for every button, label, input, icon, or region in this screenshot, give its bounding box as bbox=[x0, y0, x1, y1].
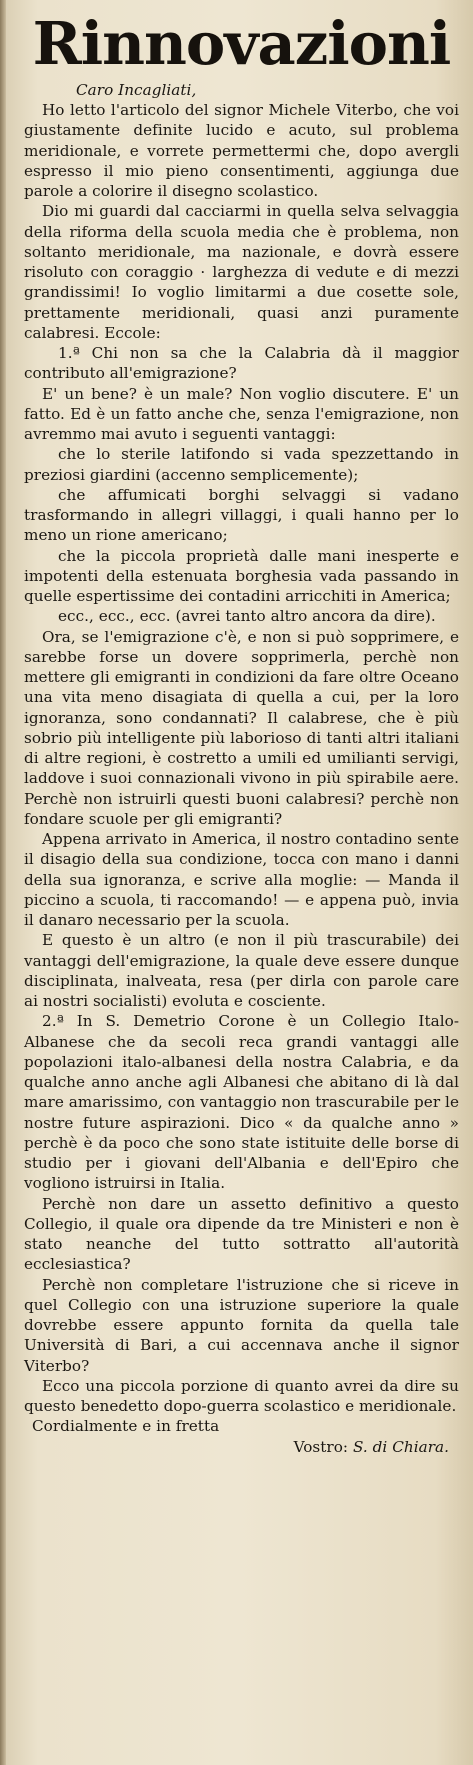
signature-name: S. di Chiara. bbox=[352, 1437, 449, 1456]
paragraph: Ecco una piccola porzione di quanto avrei da dire su questo benedetto dopo-guerra scolastico e meridionale. bbox=[24, 1376, 459, 1415]
paragraph: che lo sterile latifondo si vada spezzettando in preziosi giardini (accenno semplicemente); bbox=[24, 445, 459, 484]
paragraph: Dio mi guardi dal cacciarmi in quella selva selvaggia della riforma della scuola media che è problema, non soltanto meridionale, ma nazionale, e dovrà essere risoluto con coraggio · larghezza di vedute e di mezzi grandissimi! Io voglio limitarmi a due cosette sole, prettamente meridionali, quasi anzi puramente calabresi. Eccole: bbox=[24, 202, 459, 342]
signature-prefix: Vostro: bbox=[293, 1437, 349, 1456]
closing: Cordialmente e in fretta bbox=[32, 1417, 220, 1436]
paragraph: Perchè non dare un assetto definitivo a questo Collegio, il quale ora dipende da tre Ministeri e non è stato neanche del tutto sottratto all'autorità ecclesiastica? bbox=[24, 1194, 459, 1274]
greeting: Caro Incagliati, bbox=[76, 81, 197, 99]
article-body bbox=[24, 80, 459, 1457]
paragraph: che la piccola proprietà dalle mani inesperte e impotenti della estenuata borghesia vada passando in quelle espertissime dei contadini arricchiti in America; bbox=[24, 546, 459, 605]
paragraph: E questo è un altro (e non il più trascurabile) dei vantaggi dell'emigrazione, la quale deve essere dunque disciplinata, inalveata, resa (per dirla con parole care ai nostri socialisti) evoluta e cosciente. bbox=[24, 931, 459, 1010]
signature bbox=[24, 1437, 459, 1457]
paragraph: Perchè non completare l'istruzione che si riceve in quel Collegio con una istruzione superiore la quale dovrebbe essere appunto fornita da quella tale Università di Bari, a cui accennava anche il signor Viterbo? bbox=[24, 1275, 459, 1375]
paragraph: 1.ª Chi non sa che la Calabria dà il maggior contributo all'emigrazione? bbox=[24, 344, 459, 383]
headline: Rinnovazioni bbox=[32, 9, 451, 78]
paragraph: Appena arrivato in America, il nostro contadino sente il disagio della sua condizione, tocca con mano i danni della sua ignoranza, e scrive alla moglie: — Manda il piccino a scuola, ti raccomando! — e appena può, invia il danaro necessario per la scuola. bbox=[24, 830, 459, 929]
paragraph: E' un bene? è un male? Non voglio discutere. E' un fatto. Ed è un fatto anche che, senza l'emigrazione, non avremmo mai avuto i seguenti vantaggi: bbox=[24, 384, 459, 443]
paragraph: ecc., ecc., ecc. (avrei tanto altro ancora da dire). bbox=[58, 607, 436, 626]
paragraph: 2.ª In S. Demetrio Corone è un Collegio Italo-Albanese che da secoli reca grandi vantaggi alle popolazioni italo-albanesi della nostra Calabria, e da qualche anno anche agli Albanesi che abitano di là dal mare amarissimo, con vantaggio non trascurabile per le nostre future aspirazioni. Dico « da qualche anno » perchè è da poco che sono state istituite delle borse di studio per i giovani dell'Albania e dell'Epiro che vogliono istruirsi in Italia. bbox=[24, 1012, 459, 1193]
paragraph: Ora, se l'emigrazione c'è, e non si può sopprimere, e sarebbe forse un dovere sopprimerla, perchè non mettere gli emigranti in condizioni da fare oltre Oceano una vita meno disagiata di quella a cui, per la loro ignoranza, sono condannati? Il calabrese, che è più sobrio più intelligente più laborioso di tanti altri italiani di altre regioni, è costretto a umili ed umilianti servigi, laddove i suoi connazionali vivono in più spirabile aere. Perchè non istruirli questi buoni calabresi? perchè non fondare scuole per gli emigranti? bbox=[24, 627, 459, 828]
paragraph: che affumicati borghi selvaggi si vadano trasformando in allegri villaggi, i quali hanno per lo meno un rione americano; bbox=[24, 485, 459, 545]
paragraph: Ho letto l'articolo del signor Michele Viterbo, che voi giustamente definite lucido e acuto, sul problema meridionale, e vorrete permettermi che, dopo avergli espresso il mio pieno consentimenti, aggiunga due parole a colorire il disegno scolastico. bbox=[24, 101, 459, 200]
